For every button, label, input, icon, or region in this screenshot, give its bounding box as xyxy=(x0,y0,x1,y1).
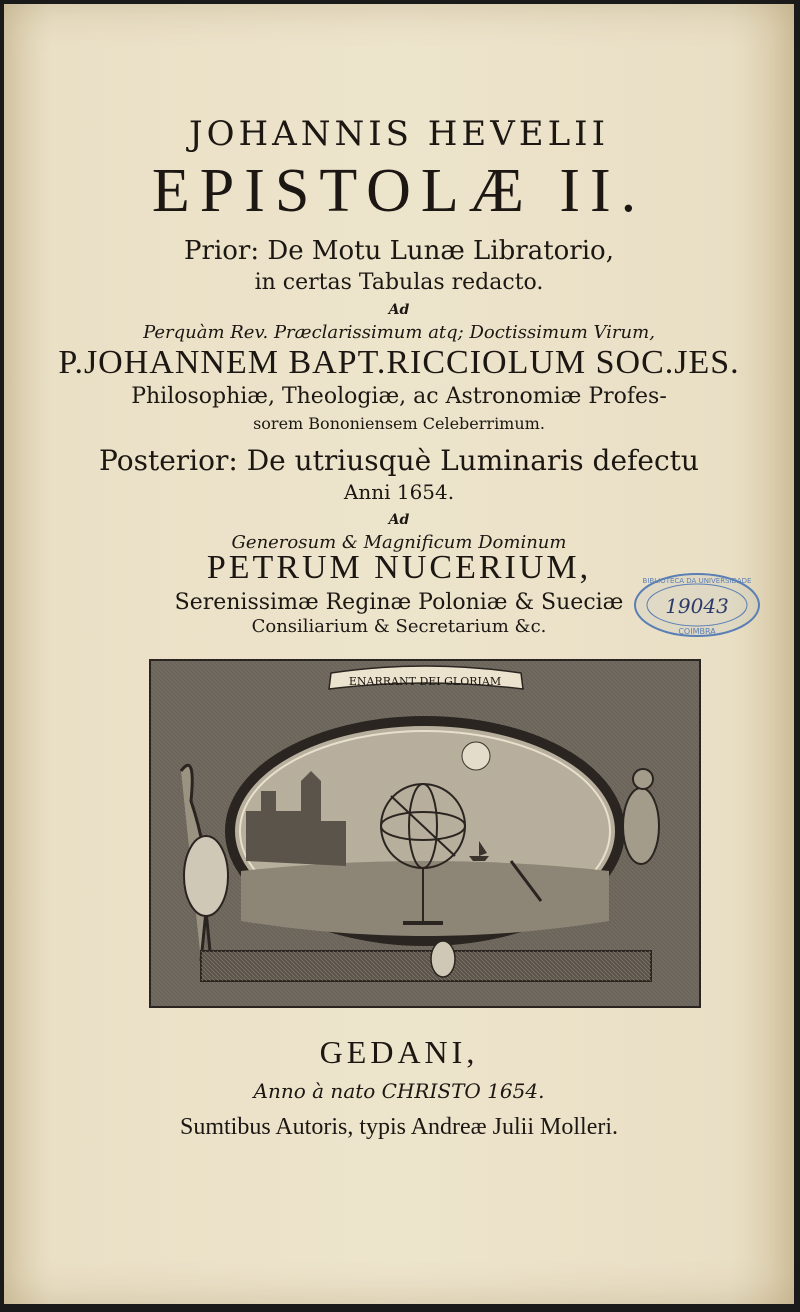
dedication-2: Generosum & Magnificum Dominum xyxy=(231,532,567,553)
posterior-line-2: Anni 1654. xyxy=(343,480,455,504)
stamp-text-top: BIBLIOTECA DA UNIVERSIDADE xyxy=(642,577,752,585)
title-page xyxy=(4,4,794,1304)
posterior-line-1: Posterior: De utriusquè Luminaris defectu xyxy=(99,444,699,477)
recipient-1-name: P.JOHANNEM BAPT.RICCIOLUM SOC.JES. xyxy=(58,344,740,381)
place-of-printing: GEDANI, xyxy=(319,1034,479,1070)
engraving-illustration xyxy=(149,659,701,1008)
recipient-1-desc-1: Philosophiæ, Theologiæ, ac Astronomiæ Profes- xyxy=(131,384,667,409)
prior-line-1: Prior: De Motu Lunæ Libratorio, xyxy=(184,236,614,266)
recipient-2-desc-2: Consiliarium & Secretarium &c. xyxy=(251,616,547,637)
stamp-number: 19043 xyxy=(665,594,729,618)
author-name: JOHANNIS HEVELII xyxy=(188,114,610,154)
library-stamp xyxy=(632,571,762,639)
date-line: Anno à nato CHRISTO 1654. xyxy=(253,1079,545,1103)
recipient-2-desc-1: Serenissimæ Reginæ Poloniæ & Sueciæ xyxy=(174,590,624,615)
engraving-banner-text: ENARRANT DEI GLORIAM xyxy=(348,675,502,688)
main-title: EPISTOLÆ II. xyxy=(151,157,647,225)
stamp-text-bottom: COIMBRA xyxy=(678,627,716,636)
ad-label-2: Ad xyxy=(388,512,410,528)
recipient-2-name: PETRUM NUCERIUM, xyxy=(206,549,592,586)
recipient-1-desc-2: sorem Bononiensem Celeberrimum. xyxy=(253,414,545,433)
ad-label-1: Ad xyxy=(388,302,410,318)
printer-line: Sumtibus Autoris, typis Andreæ Julii Molleri. xyxy=(179,1114,619,1140)
prior-line-2: in certas Tabulas redacto. xyxy=(254,270,544,295)
dedication-1: Perquàm Rev. Præclarissimum atq; Doctissimum Virum, xyxy=(143,322,655,343)
